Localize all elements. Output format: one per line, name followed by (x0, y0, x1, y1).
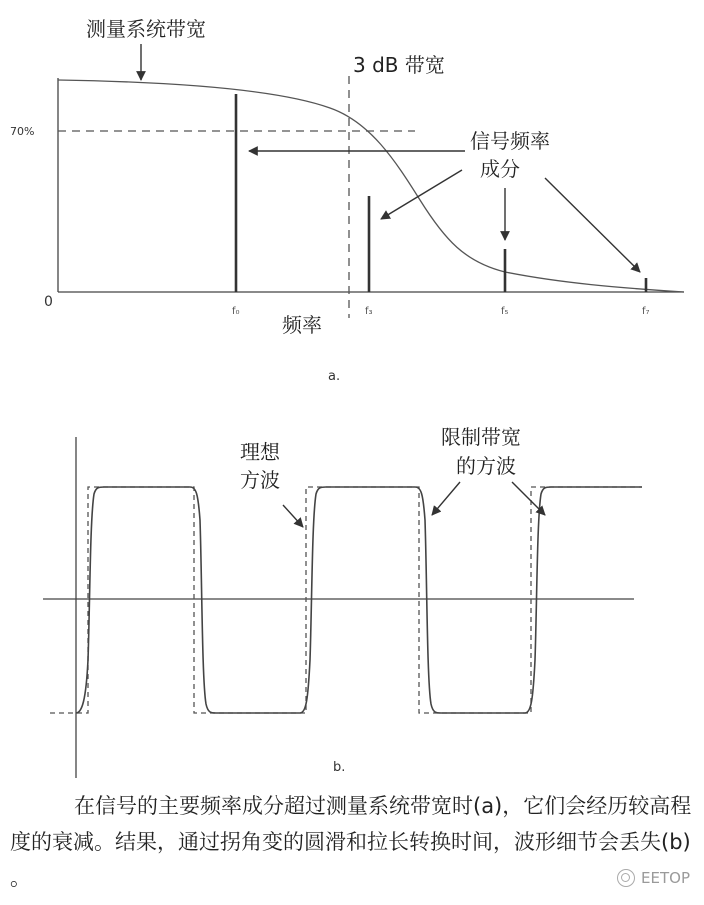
watermark (617, 869, 690, 887)
f5-label: f₅ (501, 306, 509, 317)
arrow-ideal-wave (283, 505, 303, 527)
response-curve (58, 80, 684, 292)
arrow-to-f7 (545, 178, 640, 272)
subfigure-b-label: b. (333, 760, 346, 775)
watermark-text: EETOP (641, 869, 690, 887)
limited-wave-label: 限制带宽 (441, 425, 521, 449)
subfigure-a-label: a. (328, 369, 341, 384)
f0-label: f₀ (232, 306, 240, 317)
limited-wave-label-2: 的方波 (456, 454, 516, 478)
signal-frequency-label-2: 成分 (480, 157, 520, 181)
frequency-axis-label: 频率 (282, 313, 322, 337)
ideal-wave-label: 理想 (240, 440, 280, 464)
arrow-to-f3 (381, 170, 462, 219)
band-limited-square-wave (76, 487, 642, 713)
f3-label: f₃ (365, 306, 373, 317)
signal-frequency-label: 信号频率 (470, 129, 550, 153)
wechat-logo-icon (617, 869, 635, 887)
3db-bandwidth-label: 3 dB 带宽 (353, 53, 445, 77)
system-bandwidth-label: 测量系统带宽 (86, 17, 206, 41)
ideal-wave-label-2: 方波 (240, 468, 280, 492)
square-wave-figure (0, 400, 704, 790)
f7-label: f₇ (642, 306, 650, 317)
arrow-limited-wave-1 (432, 482, 460, 515)
figure-caption: 在信号的主要频率成分超过测量系统带宽时(a)，它们会经历较高程度的衰减。结果，通过拐角变的圆滑和拉长转换时间，波形细节会丢失(b) 。 (10, 794, 692, 890)
frequency-response-figure (0, 0, 704, 400)
seventy-percent-label: 70% (10, 125, 35, 138)
origin-label: 0 (44, 294, 53, 310)
ideal-square-wave (50, 487, 642, 713)
